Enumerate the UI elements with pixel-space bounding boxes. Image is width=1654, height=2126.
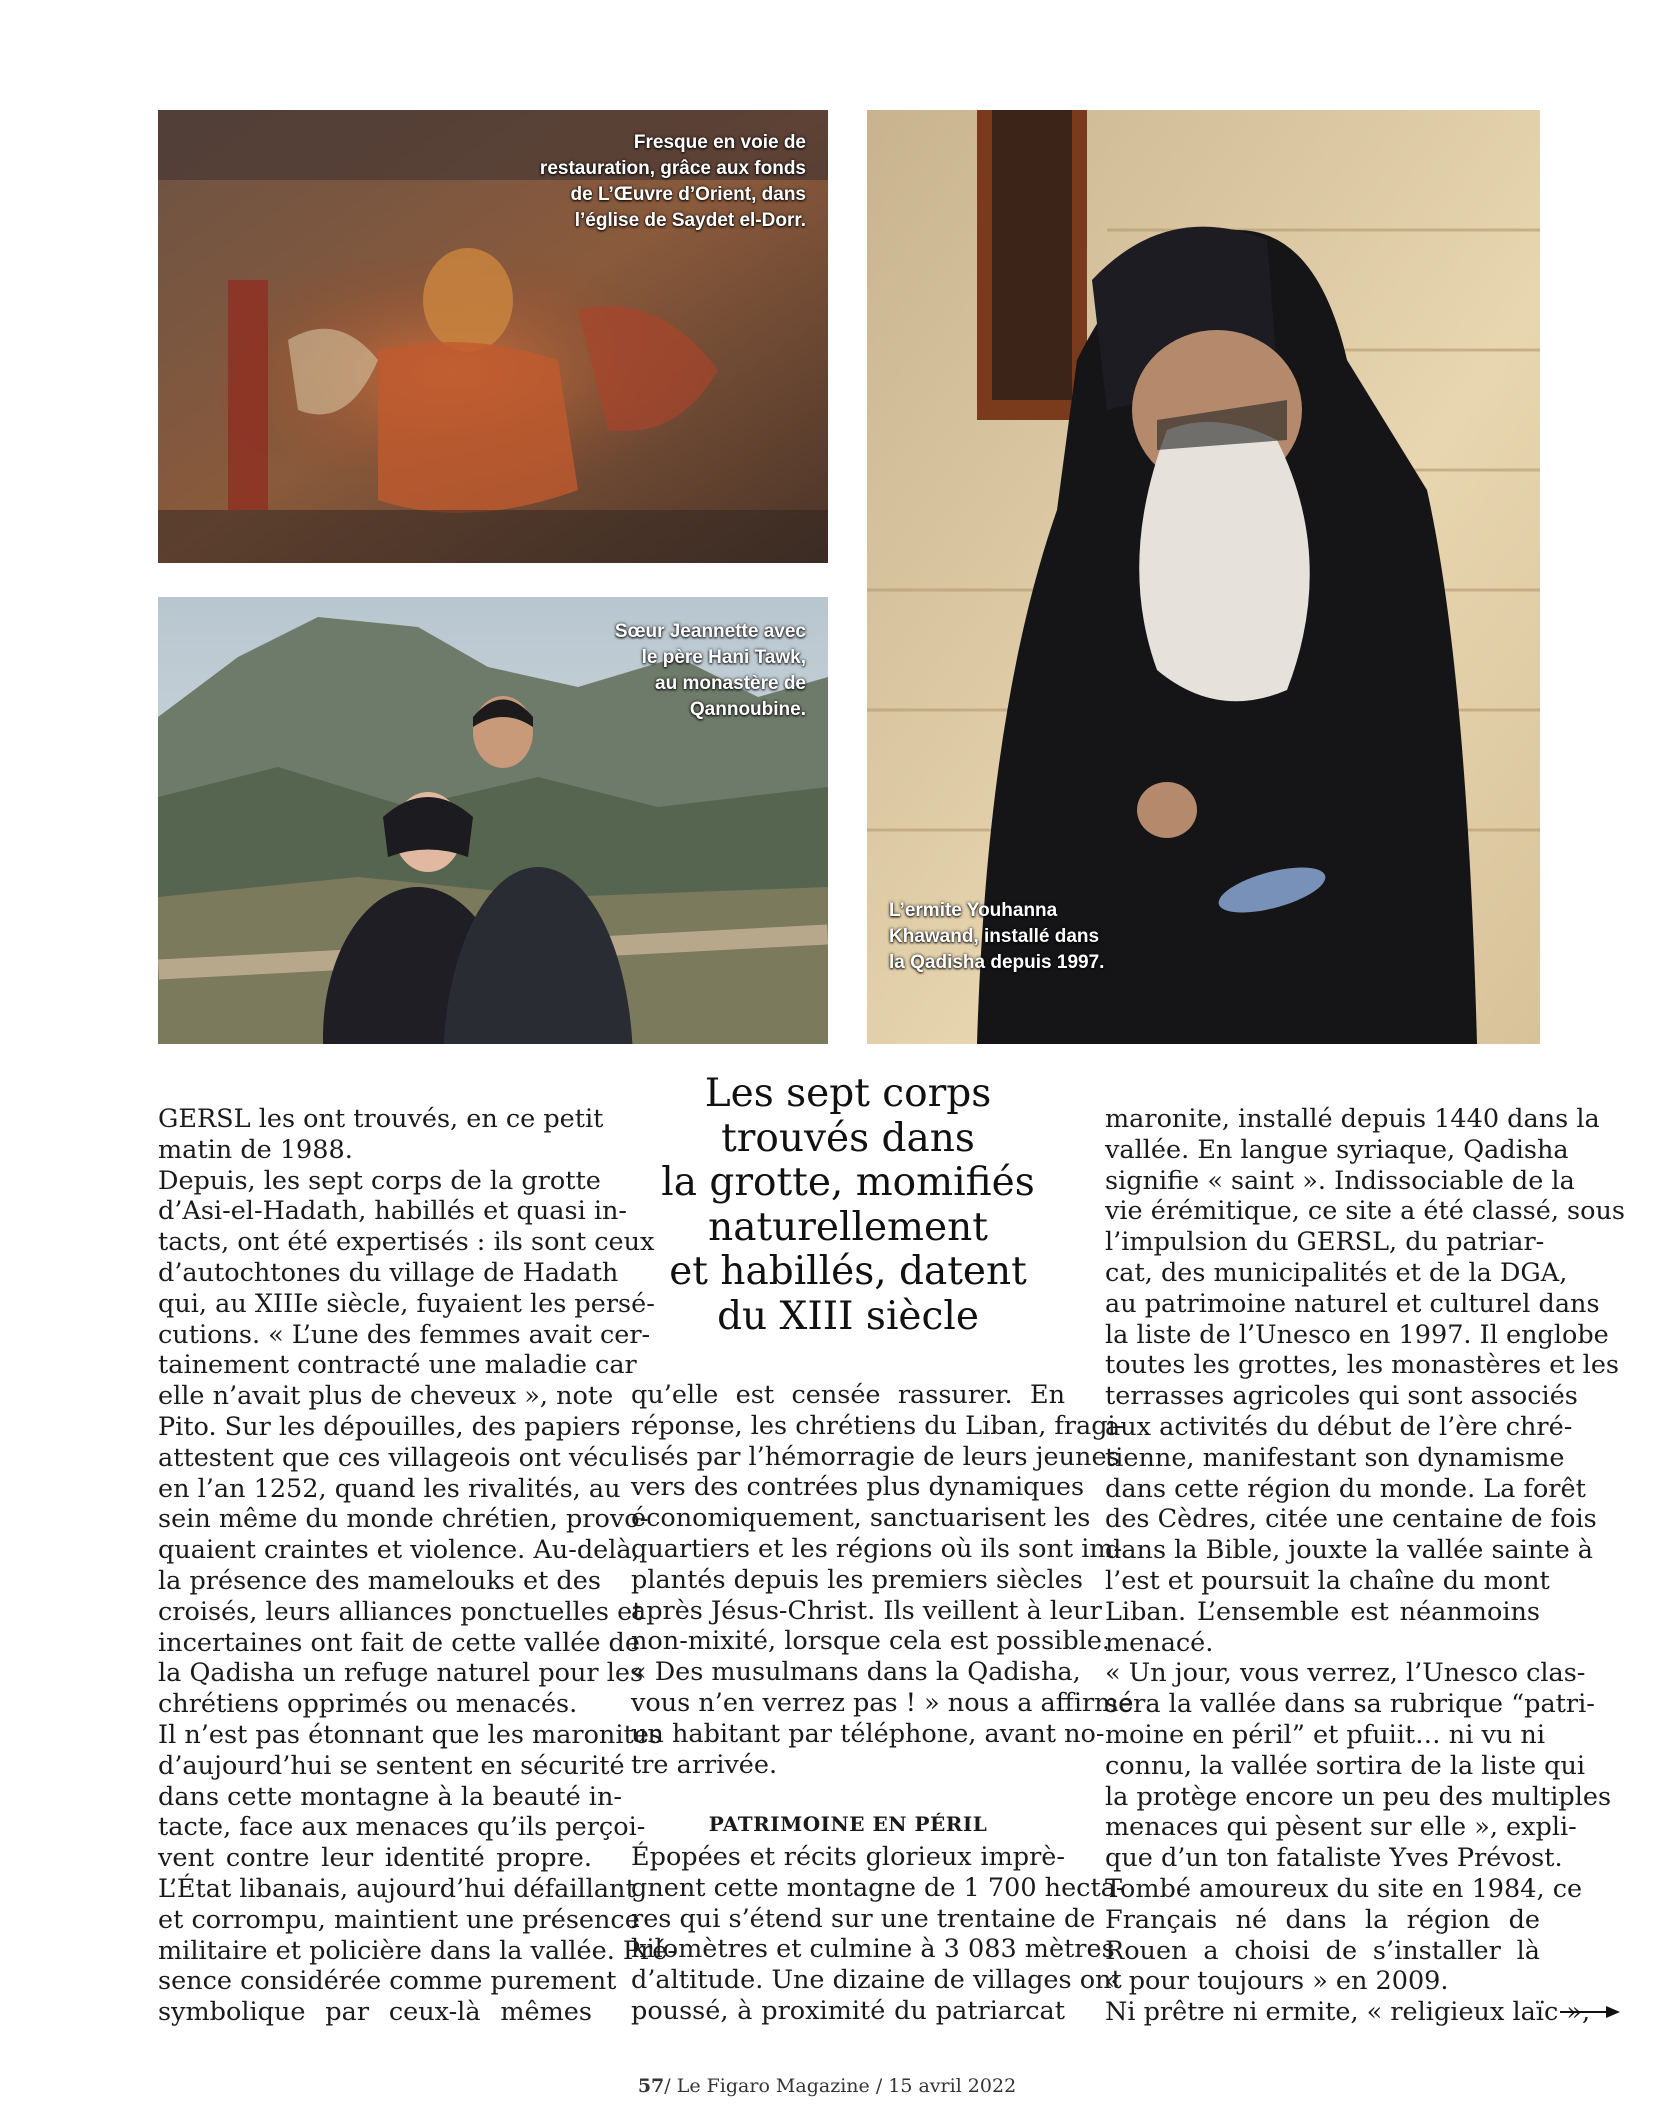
text-line: au patrimoine naturel et culturel dans <box>1105 1288 1600 1319</box>
text-line: la Qadisha un refuge naturel pour les <box>158 1658 644 1689</box>
nun-priest-photo <box>158 597 828 1044</box>
text-line: poussé, à proximité du patriarcat <box>631 1995 1065 2026</box>
text-line: elle n’avait plus de cheveux », note <box>158 1381 614 1412</box>
text-line: un habitant par téléphone, avant no- <box>631 1718 1105 1749</box>
text-line: Il n’est pas étonnant que les maronites <box>158 1719 662 1750</box>
text-line: attestent que ces villageois ont vécu <box>158 1442 630 1473</box>
text-line: moine en péril” et pfuiit… ni vu ni <box>1105 1719 1545 1750</box>
text-line: Liban. L’ensemble est néanmoins <box>1105 1596 1540 1627</box>
text-line: d’altitude. Une dizaine de villages ont <box>631 1965 1122 1996</box>
publication-info: / Le Figaro Magazine / 15 avril 2022 <box>664 2075 1017 2097</box>
text-line: militaire et policière dans la vallée. Pré- <box>158 1935 676 1966</box>
text-line: Depuis, les sept corps de la grotte <box>158 1165 601 1196</box>
text-line: la présence des mamelouks et des <box>158 1565 601 1596</box>
text-line: Tombé amoureux du site en 1984, ce <box>1105 1873 1583 1904</box>
text-line: incertaines ont fait de cette vallée de <box>158 1627 640 1658</box>
text-line: sence considérée comme purement <box>158 1966 617 1997</box>
text-line: croisés, leurs alliances ponctuelles et <box>158 1596 643 1627</box>
text-line: vous n’en verrez pas ! » nous a affirmé <box>631 1687 1134 1718</box>
text-line: tacts, ont été expertisés : ils sont ceux <box>158 1227 655 1258</box>
text-line: plantés depuis les premiers siècles <box>631 1564 1083 1595</box>
text-line: matin de 1988. <box>158 1134 353 1165</box>
text-line: connu, la vallée sortira de la liste qui <box>1105 1750 1586 1781</box>
page-footer <box>0 2075 1654 2097</box>
text-line: d’Asi-el-Hadath, habillés et quasi in- <box>158 1196 628 1227</box>
text-line: cat, des municipalités et de la DGA, <box>1105 1257 1568 1288</box>
text-line: tacte, face aux menaces qu’ils perçoi- <box>158 1812 646 1843</box>
text-line: signifie « saint ». Indissociable de la <box>1105 1165 1575 1196</box>
text-line: gnent cette montagne de 1 700 hecta- <box>631 1872 1125 1903</box>
text-line: vers des contrées plus dynamiques <box>631 1472 1085 1503</box>
text-line: maronite, installé depuis 1440 dans la <box>1105 1104 1600 1134</box>
continue-arrow-icon <box>1560 2004 1620 2020</box>
text-line: économiquement, sanctuarisent les <box>631 1503 1091 1534</box>
text-line: Épopées et récits glorieux imprè- <box>631 1842 1065 1872</box>
text-line: Rouen a choisi de s’installer là <box>1105 1935 1540 1966</box>
text-line: l’impulsion du GERSL, du patriar- <box>1105 1227 1545 1258</box>
fresco-photo <box>158 110 828 563</box>
text-line: GERSL les ont trouvés, en ce petit <box>158 1104 604 1134</box>
text-line: tainement contracté une maladie car <box>158 1350 637 1381</box>
text-line: tre arrivée. <box>631 1749 778 1780</box>
text-line: aux activités du début de l’ère chré- <box>1105 1411 1573 1442</box>
text-line: que d’un ton fataliste Yves Prévost. <box>1105 1843 1563 1874</box>
text-line: d’autochtones du village de Hadath <box>158 1257 619 1288</box>
text-line: des Cèdres, citée une centaine de fois <box>1105 1504 1597 1535</box>
text-line: qui, au XIIIe siècle, fuyaient les persé- <box>158 1288 655 1319</box>
text-line: sein même du monde chrétien, provo- <box>158 1504 649 1535</box>
text-line: vie érémitique, ce site a été classé, sous <box>1105 1196 1625 1227</box>
article-column-2-continued <box>631 1842 1125 2027</box>
text-line: la protège encore un peu des multiples <box>1105 1781 1612 1812</box>
pull-quote: Les sept corps trouvés dans la grotte, momifiés naturellement et habillés, datent du XIII siècle <box>661 1071 1035 1339</box>
text-line: kilomètres et culmine à 3 083 mètres <box>631 1934 1115 1965</box>
text-line: dans la Bible, jouxte la vallée sainte à <box>1105 1535 1593 1566</box>
text-line: qu’elle est censée rassurer. En <box>631 1380 1065 1410</box>
text-line: dans cette région du monde. La forêt <box>1105 1473 1586 1504</box>
text-line: en l’an 1252, quand les rivalités, au <box>158 1473 621 1504</box>
text-line: terrasses agricoles qui sont associés <box>1105 1381 1578 1412</box>
text-line: toutes les grottes, les monastères et les <box>1105 1350 1620 1381</box>
article-column-3 <box>1105 1104 1625 2028</box>
article-column-1 <box>158 1104 676 2028</box>
hermit-caption: L’ermite Youhanna Khawand, installé dans la Qadisha depuis 1997. <box>889 900 1105 973</box>
text-line: symbolique par ceux-là mêmes <box>158 1997 592 2028</box>
text-line: L’État libanais, aujourd’hui défaillant <box>158 1873 636 1904</box>
page-number: 57 <box>637 2075 665 2097</box>
text-line: menacé. <box>1105 1627 1214 1658</box>
fresco-caption: Fresque en voie de restauration, grâce aux fonds de L’Œuvre d’Orient, dans l’église de Saydet el-Dorr. <box>539 132 806 231</box>
hermit-photo <box>867 110 1540 1044</box>
text-line: Pito. Sur les dépouilles, des papiers <box>158 1411 621 1442</box>
text-line: non-mixité, lorsque cela est possible. <box>631 1626 1111 1657</box>
text-line: et corrompu, maintient une présence <box>158 1904 640 1935</box>
text-line: la liste de l’Unesco en 1997. Il englobe <box>1105 1319 1609 1350</box>
text-line: quaient craintes et violence. Au-delà, <box>158 1535 640 1566</box>
text-line: lisés par l’hémorragie de leurs jeunes <box>631 1441 1120 1472</box>
nun-priest-caption: Sœur Jeannette avec le père Hani Tawk, au monastère de Qannoubine. <box>614 621 806 720</box>
text-line: après Jésus-Christ. Ils veillent à leur <box>631 1595 1102 1626</box>
text-line: tienne, manifestant son dynamisme <box>1105 1442 1565 1473</box>
section-subhead: PATRIMOINE EN PÉRIL <box>708 1812 988 1836</box>
text-line: Français né dans la région de <box>1105 1904 1540 1935</box>
text-line: sera la vallée dans sa rubrique “patri- <box>1105 1689 1595 1720</box>
text-line: Ni prêtre ni ermite, « religieux laïc », <box>1105 1997 1591 2028</box>
text-line: « pour toujours » en 2009. <box>1105 1966 1449 1997</box>
text-line: quartiers et les régions où ils sont im- <box>631 1533 1123 1564</box>
article-column-2 <box>631 1380 1134 1780</box>
text-line: « Un jour, vous verrez, l’Unesco clas- <box>1105 1658 1586 1689</box>
text-line: cutions. « L’une des femmes avait cer- <box>158 1319 651 1350</box>
text-line: chrétiens opprimés ou menacés. <box>158 1689 578 1720</box>
text-line: vallée. En langue syriaque, Qadisha <box>1105 1134 1569 1165</box>
text-line: vent contre leur identité propre. <box>158 1843 592 1874</box>
text-line: menaces qui pèsent sur elle », expli- <box>1105 1812 1577 1843</box>
text-line: dans cette montagne à la beauté in- <box>158 1781 623 1812</box>
text-line: d’aujourd’hui se sentent en sécurité <box>158 1750 625 1781</box>
text-line: « Des musulmans dans la Qadisha, <box>631 1657 1081 1688</box>
text-line: l’est et poursuit la chaîne du mont <box>1105 1565 1550 1596</box>
text-line: res qui s’étend sur une trentaine de <box>631 1903 1096 1934</box>
text-line: réponse, les chrétiens du Liban, fragi- <box>631 1410 1125 1441</box>
